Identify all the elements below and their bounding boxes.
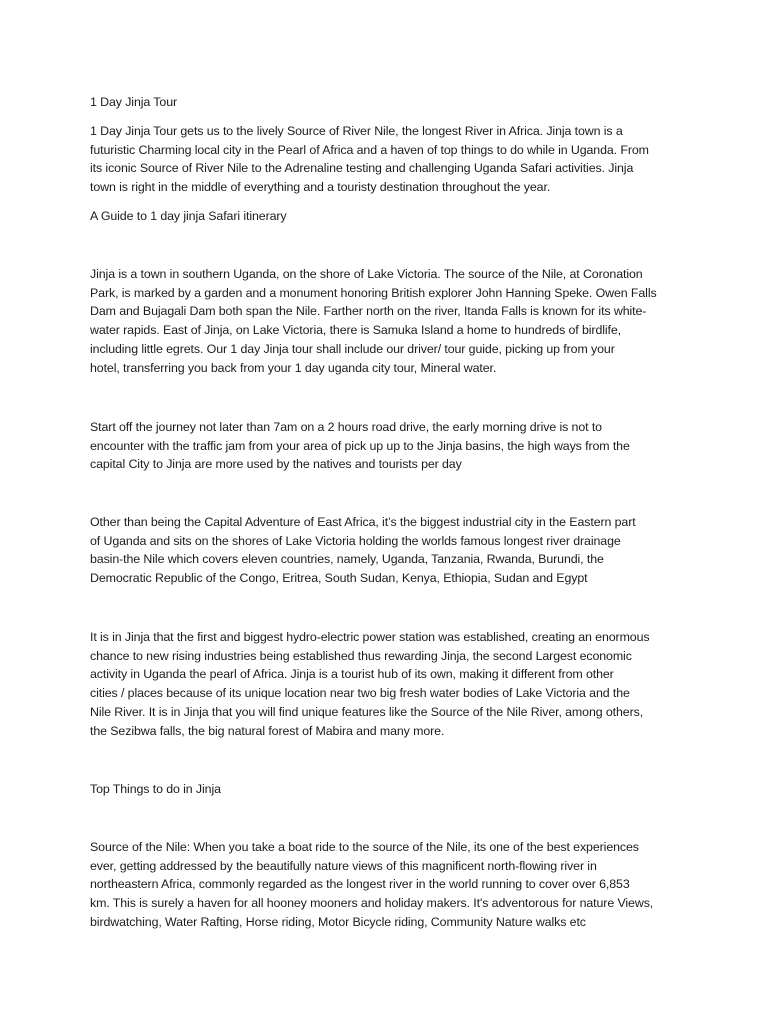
document-title: 1 Day Jinja Tour (90, 95, 178, 109)
start-paragraph: Start off the journey not later than 7am on a 2 hours road drive, the early morning drive is not to encounter with the traffic jam from your area of pick up up to the Jinja basins, the high ways from the capital City to Jinja are more used by the natives and tourists per day (90, 420, 630, 472)
hydro-paragraph: It is in Jinja that the first and biggest hydro-electric power station was established, creating an enormous chance to new rising industries being established thus rewarding Jinja, the second Largest economic activity in Uganda the pearl of Africa. Jinja is a tourist hub of its own, making it different from other cities / places because of its unique location near two big fresh water bodies of Lake Victoria and the Nile River. It is in Jinja that you will find unique features like the Source of the Nile River, among others, the Sezibwa falls, the big natural forest of Mabira and many more. (90, 630, 650, 738)
guide-heading: A Guide to 1 day jinja Safari itinerary (90, 209, 287, 223)
capital-paragraph: Other than being the Capital Adventure of East Africa, it’s the biggest industrial city in the Eastern part of Uganda and sits on the shores of Lake Victoria holding the worlds famous longest river drainage basin-the Nile which covers eleven countries, namely, Uganda, Tanzania, Rwanda, Burundi, the Democratic Republic of the Congo, Eritrea, South Sudan, Kenya, Ethiopia, Sudan and Egypt (90, 515, 636, 586)
intro-paragraph: 1 Day Jinja Tour gets us to the lively Source of River Nile, the longest River in Africa. Jinja town is a futuristic Charming local city in the Pearl of Africa and a haven of top things to do while in Uganda. From its iconic Source of River Nile to the Adrenaline testing and challenging Uganda Safari activities. Jinja town is right in the middle of everything and a touristy destination throughout the year. (90, 124, 649, 195)
about-paragraph: Jinja is a town in southern Uganda, on the shore of Lake Victoria. The source of the Nile, at Coronation Park, is marked by a garden and a monument honoring British explorer John Hanning Speke. Owen Falls Dam and Bujagali Dam both span the Nile. Farther north on the river, Itanda Falls is known for its white- water rapids. East of Jinja, on Lake Victoria, there is Samuka Island a home to hundreds of birdlife, including little egrets. Our 1 day Jinja tour shall include our driver/ tour guide, picking up from your hotel, transferring you back from your 1 day uganda city tour, Mineral water. (90, 267, 657, 375)
things-heading: Top Things to do in Jinja (90, 782, 221, 796)
source-paragraph: Source of the Nile: When you take a boat ride to the source of the Nile, its one of the best experiences ever, getting addressed by the beautifully nature views of this magnificent north-flowing river in northeastern Africa, commonly regarded as the longest river in the world running to cover over 6,853 km. This is surely a haven for all hooney mooners and holiday makers. It's adventorous for nature Views, birdwatching, Water Rafting, Horse riding, Motor Bicycle riding, Community Nature walks etc (90, 840, 654, 929)
